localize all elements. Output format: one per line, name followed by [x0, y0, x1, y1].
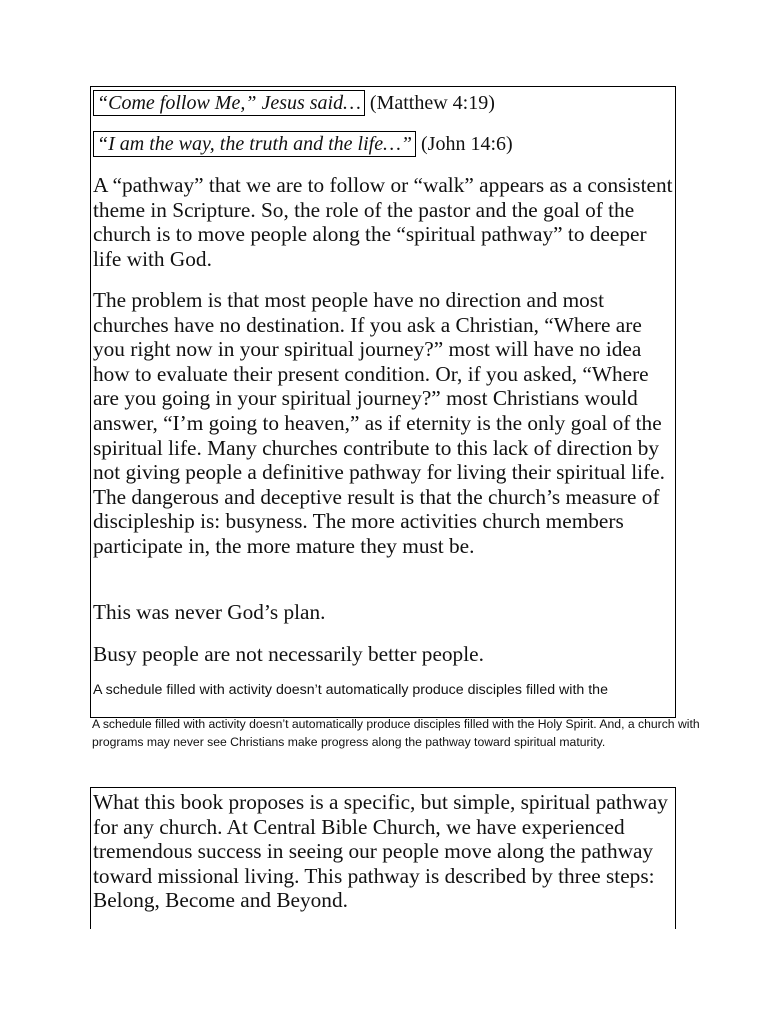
- quote-reference: (John 14:6): [421, 133, 513, 155]
- paragraph-problem: The problem is that most people have no direction and most churches have no destination. If you ask a Christian, “Where are you right now in your spiritual journey?” most will have no idea how to evaluate their present condition. Or, if you asked, “Where are you going in your spiritual journey?” most Christians would answer, “I’m going to heaven,” as if eternity is the only goal of the spiritual life. Many churches contribute to this lack of direction by not giving people a definitive pathway for living their spiritual life. The dangerous and deceptive result is that the church’s measure of discipleship is: busyness. The more activities church members participate in, the more mature they must be.: [93, 288, 665, 558]
- quote-text-box: “I am the way, the truth and the life…”: [93, 131, 416, 157]
- paragraph-never-gods-plan: This was never God’s plan.: [93, 600, 326, 624]
- paragraph-book-proposal: What this book proposes is a specific, but simple, spiritual pathway for any church. At Central Bible Church, we have experienced tremendous success in seeing our people move along the pathway toward missional living. This pathway is described by three steps: Belong, Become and Beyond.: [93, 790, 668, 913]
- quote-text-box: “Come follow Me,” Jesus said…: [93, 90, 365, 116]
- quote-john: [93, 131, 513, 157]
- quote-matthew: [93, 90, 495, 116]
- closing-text-frame: [90, 787, 676, 929]
- main-text-frame: [90, 86, 676, 718]
- quote-reference: (Matthew 4:19): [369, 92, 495, 114]
- truncated-text-line: A schedule filled with activity doesn’t automatically produce disciples filled with the: [93, 682, 608, 698]
- paragraph-pathway: A “pathway” that we are to follow or “walk” appears as a consistent theme in Scripture. So, the role of the pastor and the goal of the church is to move people along the “spiritual pathway” to deeper life with God.: [93, 173, 673, 271]
- overflow-caption: A schedule filled with activity doesn’t automatically produce disciples filled with the Holy Spirit. And, a church with programs may never see Christians make progress along the pathway toward spiritual maturity.: [92, 717, 700, 749]
- paragraph-busy-people: Busy people are not necessarily better people.: [93, 642, 484, 666]
